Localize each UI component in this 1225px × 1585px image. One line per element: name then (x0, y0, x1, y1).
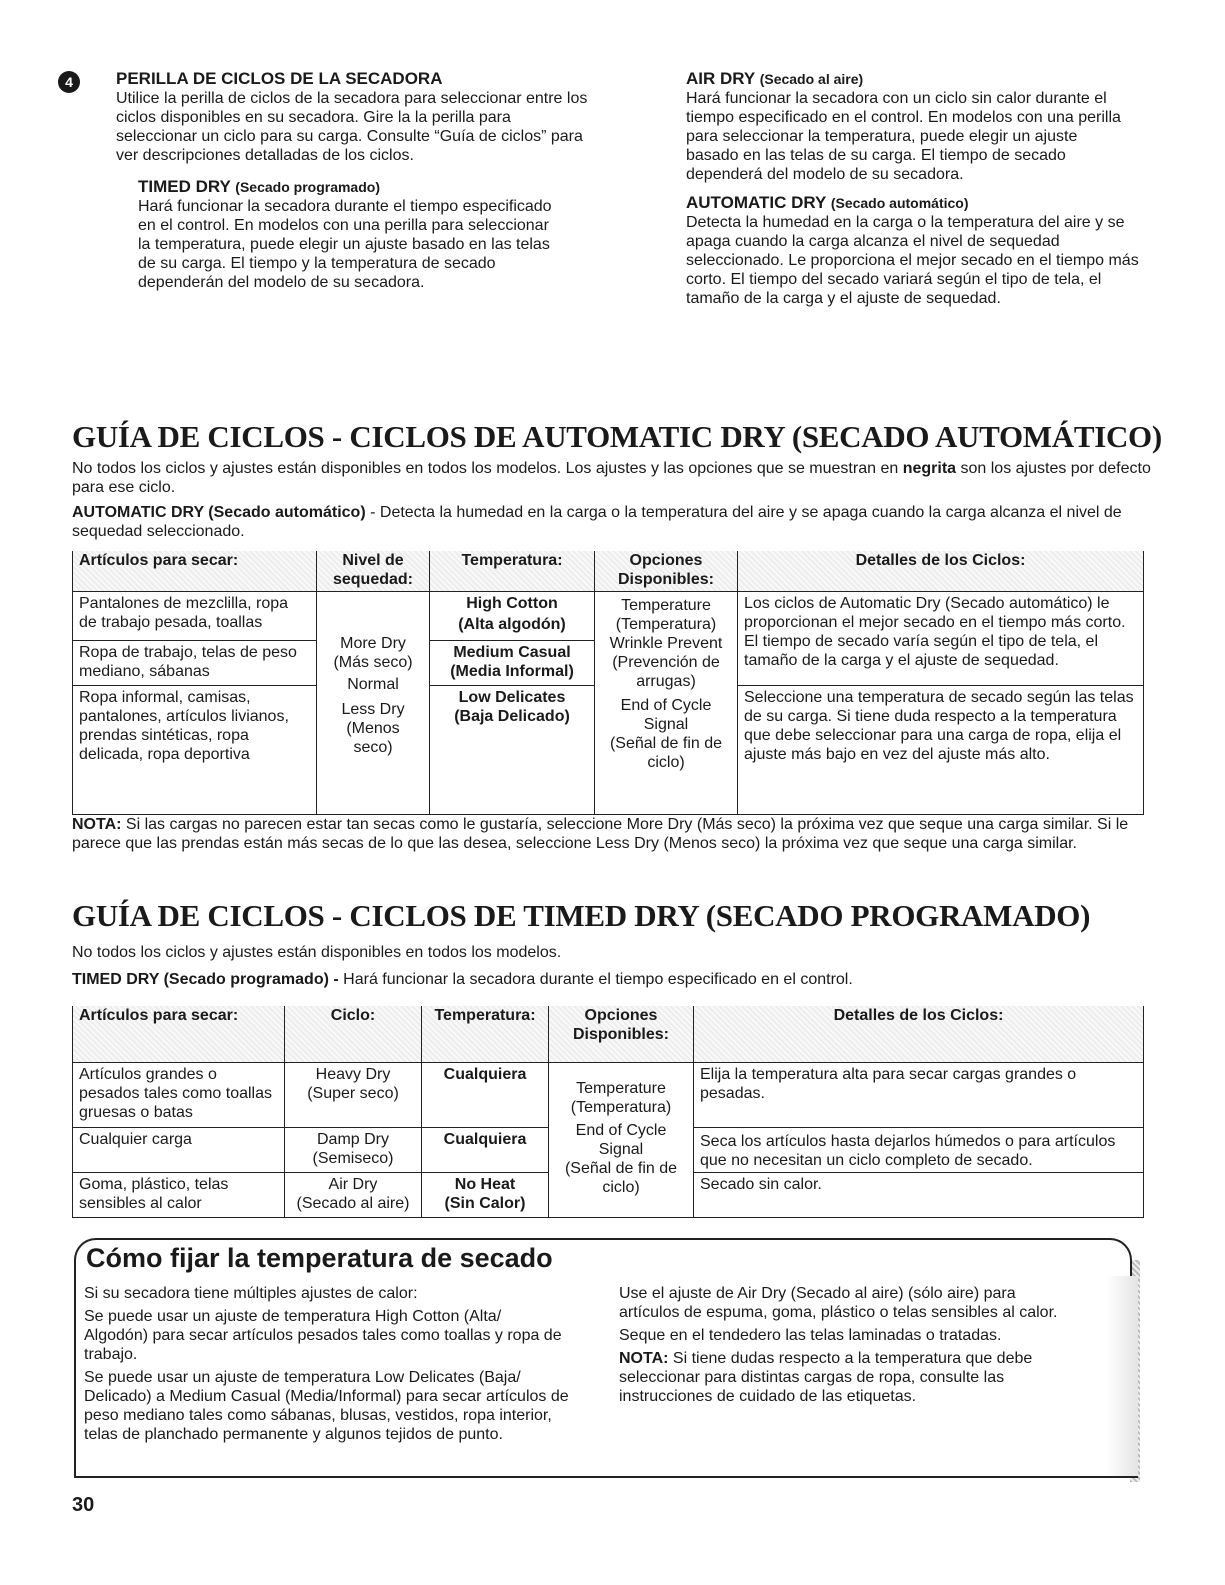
timed-guide-definition: TIMED DRY (Secado programado) - Hará funcionar la secadora durante el tiempo especificado en el control. (72, 971, 853, 988)
dial-text: Utilice la perilla de ciclos de la secadora para seleccionar entre los ciclos disponibles en su secadora. Gire la la perilla para seleccionar un ciclo para su carga. Consulte “Guía de ciclos” para ver descripciones detalladas de los ciclos. (116, 90, 588, 164)
air-dry-section (686, 69, 1146, 184)
automatic-guide-intro: No todos los ciclos y ajustes están disponibles en todos los modelos. Los ajustes y las opciones que se muestran en negrita son los ajustes por defecto para ese ciclo. (72, 460, 1151, 496)
timed-dry-section (138, 177, 578, 292)
air-dry-text: Hará funcionar la secadora con un ciclo sin calor durante el tiempo especificado en el control. En modelos con una perilla para seleccionar la temperatura, puede elegir un ajuste basado en las telas de su carga. El tiempo de secado dependerá del modelo de su secadora. (686, 90, 1121, 183)
col-header-temperature: Temperatura: (422, 1006, 549, 1063)
item-cell: Ropa informal, camisas, pantalones, artículos livianos, prendas sintéticas, ropa delicada, ropa deportiva (73, 686, 317, 815)
timed-cycles-table (72, 1006, 1144, 1218)
details-cell: Elija la temperatura alta para secar cargas grandes o pesadas. (694, 1063, 1144, 1128)
box-paragraph: Seque en el tendedero las telas laminadas o tratadas. (619, 1327, 1002, 1344)
automatic-dry-section (686, 193, 1156, 308)
temperature-box-right-column (619, 1284, 1099, 1410)
col-header-items: Artículos para secar: (73, 1006, 285, 1063)
step-number-badge: 4 (58, 71, 80, 93)
col-header-details: Detalles de los Ciclos: (694, 1006, 1144, 1063)
automatic-guide-definition: AUTOMATIC DRY (Secado automático) - Detecta la humedad en la carga o la temperatura del aire y se apaga cuando la carga alcanza el nivel de sequedad seleccionado. (72, 504, 1122, 540)
automatic-dry-subtitle: (Secado automático) (830, 195, 969, 211)
automatic-cycles-table (72, 551, 1144, 815)
details-cell: Secado sin calor. (694, 1173, 1144, 1218)
col-header-temperature: Temperatura: (430, 551, 595, 592)
col-header-options: Opciones Disponibles: (549, 1006, 694, 1063)
details-cell: Seca los artículos hasta dejarlos húmedos o para artículos que no necesitan un ciclo completo de secado. (694, 1128, 1144, 1173)
timed-dry-subtitle: (Secado programado) (235, 179, 380, 195)
item-cell: Artículos grandes o pesados tales como toallas gruesas o batas (73, 1063, 285, 1128)
cycle-cell: Heavy Dry (Super seco) (285, 1063, 422, 1128)
automatic-guide-note: NOTA: Si las cargas no parecen estar tan secas como le gustaría, seleccione More Dry (Más seco) la próxima vez que seque una carga similar. Si le parece que las prendas están más secas de lo que las desea, seleccione Less Dry (Menos seco) la próxima vez que seque una carga similar. (72, 816, 1129, 852)
temperature-cell: High Cotton (Alta algodón) (430, 592, 595, 641)
item-cell: Pantalones de mezclilla, ropa de trabajo pesada, toallas (73, 592, 317, 641)
dial-title: PERILLA DE CICLOS DE LA SECADORA (116, 69, 443, 88)
item-cell: Goma, plástico, telas sensibles al calor (73, 1173, 285, 1218)
timed-guide-intro: No todos los ciclos y ajustes están disponibles en todos los modelos. (72, 944, 562, 961)
col-header-options: Opciones Disponibles: (595, 551, 738, 592)
timed-guide-heading: GUÍA DE CICLOS - CICLOS DE TIMED DRY (SECADO PROGRAMADO) (72, 898, 1091, 933)
timed-dry-text: Hará funcionar la secadora durante el tiempo especificado en el control. En modelos con una perilla para seleccionar la temperatura, puede elegir un ajuste basado en las telas de su carga. El tiempo y la temperatura de secado dependerán del modelo de su secadora. (138, 198, 552, 291)
temperature-box-left-column (84, 1284, 584, 1448)
air-dry-title: AIR DRY (686, 69, 755, 88)
timed-dry-title: TIMED DRY (138, 177, 231, 196)
dial-section (116, 69, 616, 165)
item-cell: Ropa de trabajo, telas de peso mediano, sábanas (73, 641, 317, 686)
col-header-items: Artículos para secar: (73, 551, 317, 592)
automatic-dry-text: Detecta la humedad en la carga o la temperatura del aire y se apaga cuando la carga alcanza el nivel de sequedad seleccionado. Le proporciona el mejor secado en el tiempo más corto. El tiempo del secado variará según el tipo de tela, el tamaño de la carga y el ajuste de sequedad. (686, 214, 1139, 307)
options-cell: Temperature (Temperatura) Wrinkle Prevent (Prevención de arrugas) End of Cycle Signal (Señal de fin de ciclo) (595, 592, 738, 815)
table-header-row (73, 551, 1144, 592)
details-cell: Los ciclos de Automatic Dry (Secado automático) le proporcionan el mejor secado en el tiempo más corto. El tiempo de secado varía según el tipo de tela, el tamaño de la carga y el ajuste de sequedad. (738, 592, 1144, 686)
table-header-row (73, 1006, 1144, 1063)
box-paragraph: Se puede usar un ajuste de temperatura High Cotton (Alta/ Algodón) para secar artículos pesados tales como toallas y ropa de trabajo. (84, 1308, 562, 1363)
automatic-dry-title: AUTOMATIC DRY (686, 193, 827, 212)
col-header-dryness: Nivel de sequedad: (317, 551, 430, 592)
item-cell: Cualquier carga (73, 1128, 285, 1173)
cycle-cell: Damp Dry (Semiseco) (285, 1128, 422, 1173)
col-header-details: Detalles de los Ciclos: (738, 551, 1144, 592)
temperature-cell: Medium Casual (Media Informal) (430, 641, 595, 686)
temperature-box-title: Cómo fijar la temperatura de secado (86, 1243, 553, 1273)
automatic-guide-heading: GUÍA DE CICLOS - CICLOS DE AUTOMATIC DRY (SECADO AUTOMÁTICO) (72, 419, 1162, 454)
cycle-cell: Air Dry (Secado al aire) (285, 1173, 422, 1218)
box-paragraph: Se puede usar un ajuste de temperatura Low Delicates (Baja/ Delicado) a Medium Casual (Media/Informal) para secar artículos de peso mediano tales como sábanas, blusas, vestidos, ropa interior, telas de planchado permanente y algunos tejidos de punto. (84, 1369, 569, 1443)
table-row (73, 592, 1144, 641)
temperature-cell: Cualquiera (422, 1128, 549, 1173)
box-note: NOTA: Si tiene dudas respecto a la temperatura que debe seleccionar para distintas cargas de ropa, consulte las instrucciones de cuidado de las etiquetas. (619, 1350, 1033, 1405)
col-header-cycle: Ciclo: (285, 1006, 422, 1063)
dryness-cell: More Dry (Más seco) Normal Less Dry (Menos seco) (317, 592, 430, 815)
options-cell: Temperature (Temperatura) End of Cycle Signal (Señal de fin de ciclo) (549, 1063, 694, 1218)
air-dry-subtitle: (Secado al aire) (759, 71, 864, 87)
temperature-cell: Low Delicates (Baja Delicado) (430, 686, 595, 815)
table-row (73, 1063, 1144, 1128)
page-number: 30 (72, 1494, 95, 1516)
box-paragraph: Use el ajuste de Air Dry (Secado al aire) (sólo aire) para artículos de espuma, goma, plástico o telas sensibles al calor. (619, 1285, 1058, 1321)
temperature-cell: No Heat (Sin Calor) (422, 1173, 549, 1218)
temperature-cell: Cualquiera (422, 1063, 549, 1128)
details-cell: Seleccione una temperatura de secado según las telas de su carga. Si tiene duda respecto a la temperatura que debe seleccionar para una carga de ropa, elija el ajuste más bajo en vez del ajuste más alto. (738, 686, 1144, 815)
box-paragraph: Si su secadora tiene múltiples ajustes de calor: (84, 1285, 418, 1302)
